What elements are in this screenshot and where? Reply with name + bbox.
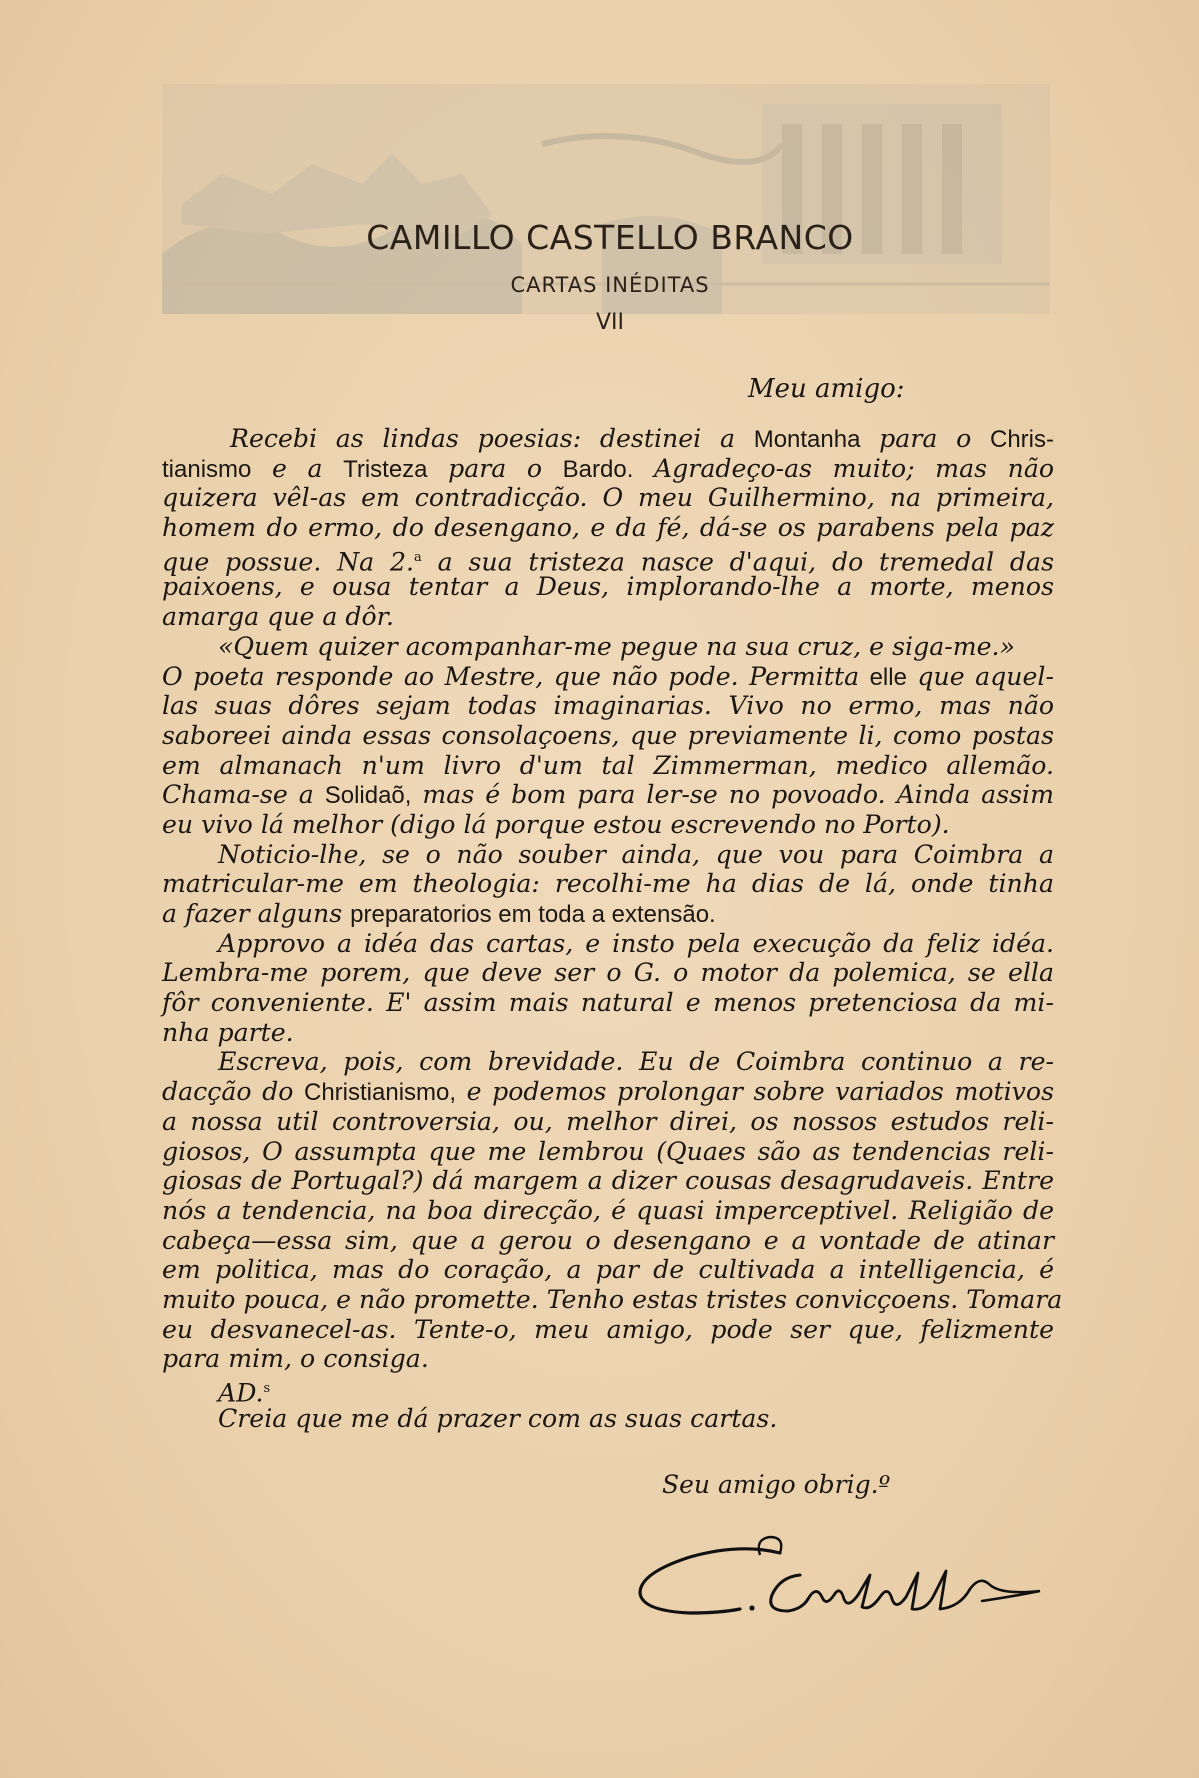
letter-number: VII xyxy=(595,310,625,335)
text-line: tianismo e a Tristeza para o Bardo. Agradeço-as muito; mas não xyxy=(162,453,1054,483)
text-line: Lembra-me porem, que deve ser o G. o motor da polemica, se ella xyxy=(162,958,1054,988)
text-line: Recebi as lindas poesias: destinei a Montanha para o Chris- xyxy=(230,424,1054,453)
text-line: em politica, mas do coração, a par de cultivada a intelligencia, é xyxy=(162,1255,1054,1285)
text-line: cabeça—essa sim, que a gerou o desengano e a vontade de atinar xyxy=(162,1225,1054,1255)
text-line: O poeta responde ao Mestre, que não pode. Permitta elle que aquel- xyxy=(162,661,1054,691)
text-line: Approvo a idéa das cartas, e insto pela execução da feliz idéa. xyxy=(218,928,1054,958)
document-subtitle: CARTAS INÉDITAS xyxy=(510,273,710,297)
text-line: quizera vêl-as em contradicção. O meu Guilhermino, na primeira, xyxy=(162,483,1054,513)
text-line: Creia que me dá prazer com as suas cartas. xyxy=(218,1403,778,1433)
text-line: giosos, O assumpta que me lembrou (Quaes são as tendencias reli- xyxy=(162,1136,1054,1166)
text-line: giosas de Portugal?) dá margem a dizer cousas desagrudaveis. Entre xyxy=(162,1166,1054,1196)
text-line: saboreei ainda essas consolaçoens, que previamente li, como postas xyxy=(162,720,1054,750)
handwritten-signature xyxy=(630,1515,1050,1635)
text-line: «Quem quizer acompanhar-me pegue na sua cruz, e siga-me.» xyxy=(218,631,1015,661)
text-line: eu vivo lá melhor (digo lá porque estou escrevendo no Porto). xyxy=(162,809,950,839)
text-line: nha parte. xyxy=(162,1017,294,1047)
text-line: paixoens, e ousa tentar a Deus, implorando-lhe a morte, menos xyxy=(162,572,1054,602)
text-line: eu desvanecel-as. Tente-o, meu amigo, pode ser que, felizmente xyxy=(162,1314,1054,1344)
letter-greeting: Meu amigo: xyxy=(748,374,905,404)
text-line: dacção do Christianismo, e podemos prolongar sobre variados motivos xyxy=(162,1077,1054,1107)
text-line: amarga que a dôr. xyxy=(162,602,394,632)
text-line: fôr conveniente. E' assim mais natural e menos pretenciosa da mi- xyxy=(162,988,1054,1018)
text-line: para mim, o consiga. xyxy=(162,1344,429,1374)
text-line: homem do ermo, do desengano, e da fé, dá-se os parabens pela paz xyxy=(162,513,1054,543)
text-line: muito pouca, e não promette. Tenho estas tristes convicçoens. Tomara xyxy=(162,1284,1063,1314)
text-line: que possue. Na 2.$^a$ a sua tristeza nasce d'aqui, do tremedal das xyxy=(162,547,1054,577)
text-line: las suas dôres sejam todas imaginarias. Vivo no ermo, mas não xyxy=(162,691,1054,721)
text-line: matricular-me em theologia: recolhi-me ha dias de lá, onde tinha xyxy=(162,869,1054,899)
text-line: a fazer alguns preparatorios em toda a extensão. xyxy=(162,899,716,928)
text-line: AD.$^s$ xyxy=(218,1378,271,1408)
text-line: Noticio-lhe, se o não souber ainda, que vou para Coimbra a xyxy=(218,839,1054,869)
letter-closing: Seu amigo obrig.º xyxy=(662,1470,891,1499)
text-line: Escreva, pois, com brevidade. Eu de Coimbra continuo a re- xyxy=(218,1047,1054,1077)
text-line: Chama-se a Solidaõ, mas é bom para ler-se no povoado. Ainda assim xyxy=(162,780,1054,810)
text-line: em almanach n'um livro d'um tal Zimmerman, medico allemão. xyxy=(162,750,1054,780)
letter-body xyxy=(162,424,1063,1433)
text-line: nós a tendencia, na boa direcção, é quasi imperceptivel. Religião de xyxy=(162,1195,1054,1225)
text-line: a nossa util controversia, ou, melhor direi, os nossos estudos reli- xyxy=(162,1106,1054,1136)
document-title: CAMILLO CASTELLO BRANCO xyxy=(366,218,854,257)
